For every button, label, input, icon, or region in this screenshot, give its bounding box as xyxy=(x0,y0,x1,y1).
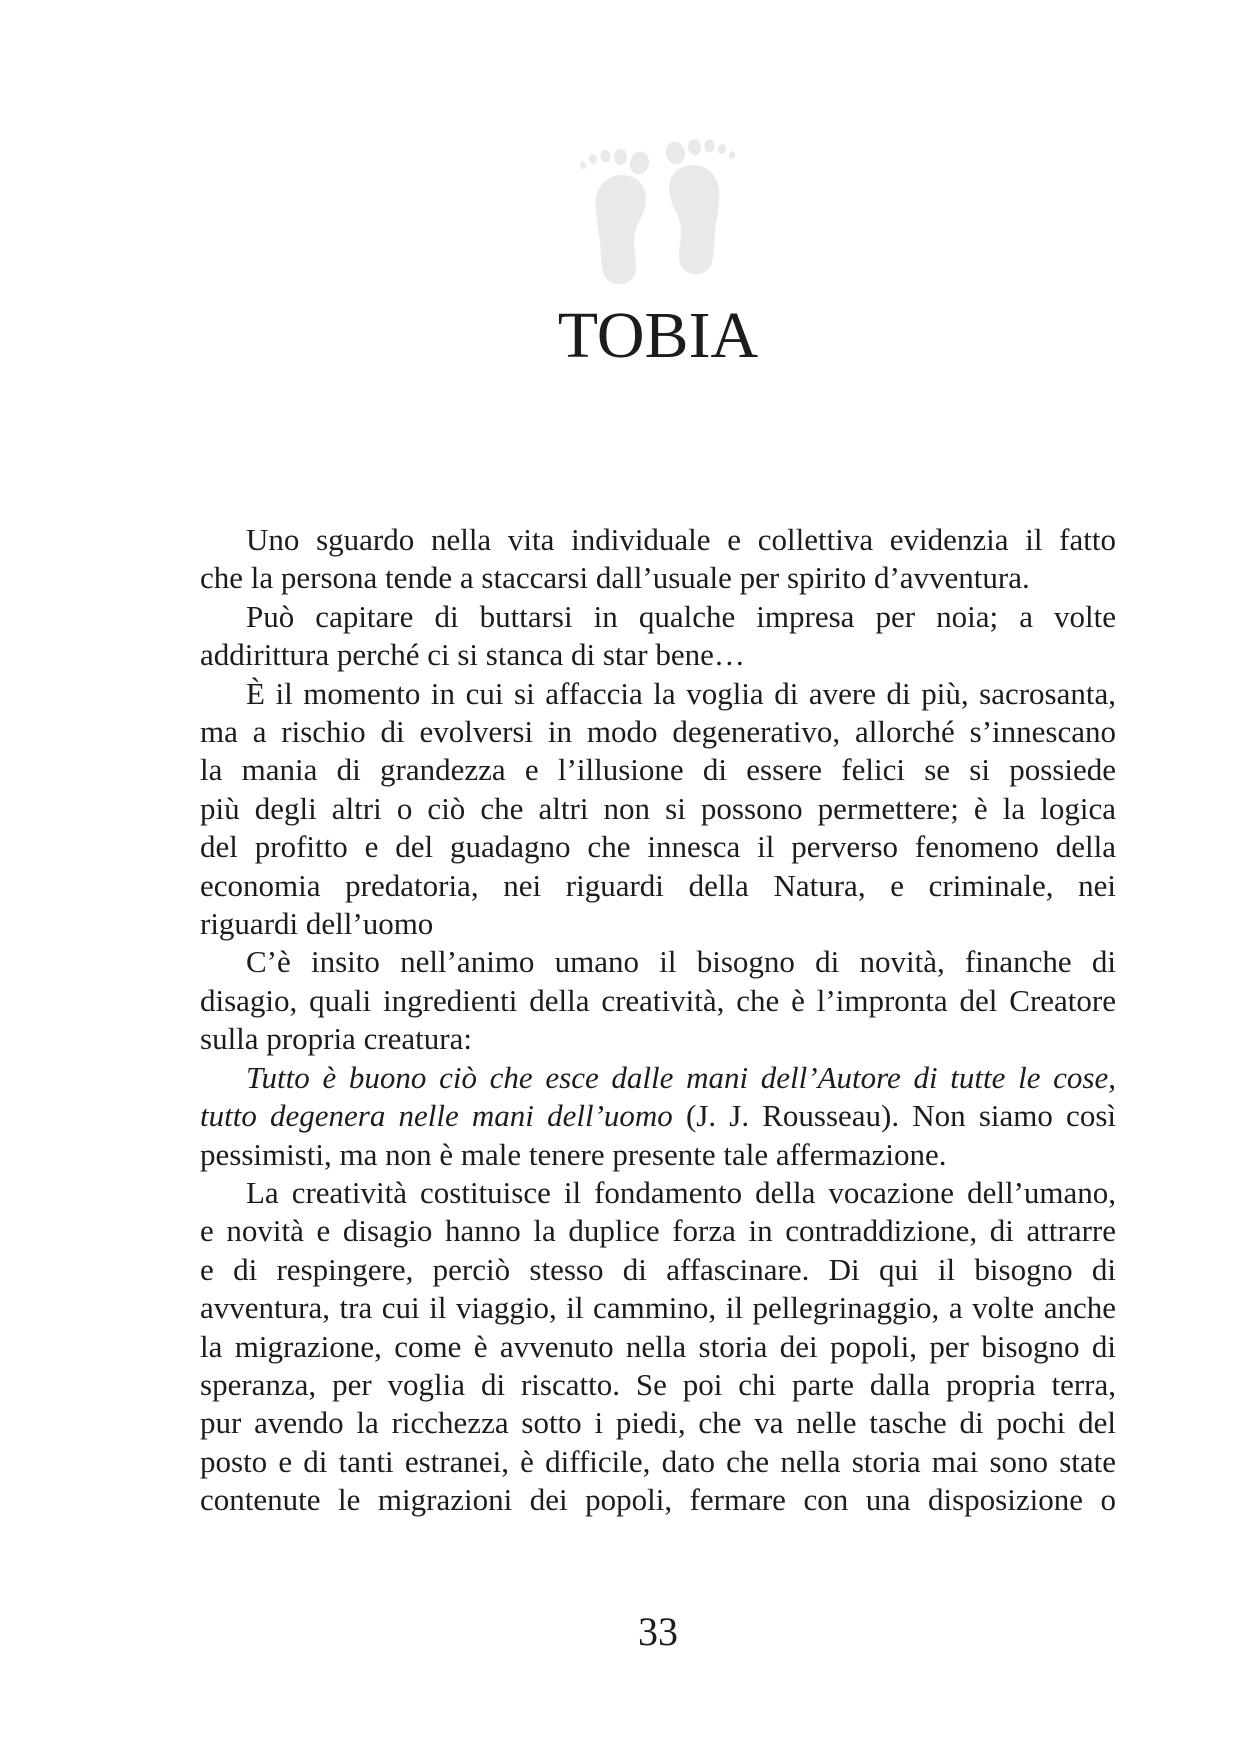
text-line xyxy=(200,867,1116,905)
text-line xyxy=(200,598,1116,636)
page-title: TOBIA xyxy=(557,299,759,372)
text-line xyxy=(200,559,1116,597)
text-line xyxy=(200,1212,1116,1250)
text-segment: economia predatoria, nei riguardi della Natura, e criminale, nei xyxy=(200,867,1116,903)
page-number: 33 xyxy=(638,1609,678,1654)
text-segment: disagio, quali ingredienti della creatività, che è l’impronta del Creatore xyxy=(200,982,1116,1018)
text-line xyxy=(200,521,1116,559)
text-segment: la migrazione, come è avvenuto nella storia dei popoli, per bisogno di xyxy=(200,1328,1116,1364)
text-segment: È il momento in cui si affaccia la voglia di avere di più, sacrosanta, xyxy=(246,675,1116,711)
italic-text-segment: tutto degenera nelle mani dell’uomo xyxy=(200,1098,686,1134)
paragraph xyxy=(200,598,1116,675)
text-segment: pessimisti, ma non è male tenere presente tale affermazione. xyxy=(200,1136,947,1172)
paragraph xyxy=(200,943,1116,1058)
text-line xyxy=(200,943,1116,981)
text-segment: pur avendo la ricchezza sotto i piedi, che va nelle tasche di pochi del xyxy=(200,1405,1116,1441)
footprints-icon xyxy=(575,136,745,296)
text-segment: e novità e disagio hanno la duplice forza in contraddizione, di attrarre xyxy=(200,1213,1116,1249)
text-line xyxy=(200,1097,1116,1135)
text-segment: la mania di grandezza e l’illusione di essere felici se si possiede xyxy=(200,752,1116,788)
text-line xyxy=(200,751,1116,789)
text-line xyxy=(200,1328,1116,1366)
text-segment: e di respingere, perciò stesso di affascinare. Di qui il bisogno di xyxy=(200,1251,1116,1287)
text-line xyxy=(200,905,1116,943)
text-segment: Può capitare di buttarsi in qualche impresa per noia; a volte xyxy=(246,598,1116,634)
text-segment: C’è insito nell’animo umano il bisogno di novità, finanche di xyxy=(246,944,1116,980)
text-segment: (J. J. Rousseau). Non siamo così xyxy=(685,1098,1116,1134)
text-segment: più degli altri o ciò che altri non si possono permettere; è la logica xyxy=(200,790,1116,826)
paragraph xyxy=(200,521,1116,598)
paragraph xyxy=(200,1059,1116,1174)
text-line xyxy=(200,1136,1116,1174)
text-segment: avventura, tra cui il viaggio, il cammino, il pellegrinaggio, a volte anche xyxy=(200,1290,1116,1326)
text-line xyxy=(200,1481,1116,1519)
text-line xyxy=(200,636,1116,674)
text-line xyxy=(200,1251,1116,1289)
text-segment: sulla propria creatura: xyxy=(200,1021,472,1057)
text-line xyxy=(200,1404,1116,1442)
text-segment: del profitto e del guadagno che innesca il perverso fenomeno della xyxy=(200,829,1116,865)
text-segment: speranza, per voglia di riscatto. Se poi chi parte dalla propria terra, xyxy=(200,1366,1116,1402)
text-line xyxy=(200,1174,1116,1212)
text-line xyxy=(200,982,1116,1020)
paragraph xyxy=(200,1174,1116,1520)
text-line xyxy=(200,1443,1116,1481)
text-segment: posto e di tanti estranei, è difficile, dato che nella storia mai sono state xyxy=(200,1443,1116,1479)
text-line xyxy=(200,1289,1116,1327)
text-segment: La creatività costituisce il fondamento della vocazione dell’umano, xyxy=(246,1174,1116,1210)
text-segment: ma a rischio di evolversi in modo degenerativo, allorché s’innescano xyxy=(200,714,1116,750)
text-line xyxy=(200,790,1116,828)
text-segment: addirittura perché ci si stanca di star bene… xyxy=(200,637,745,673)
text-line xyxy=(200,1366,1116,1404)
text-segment: che la persona tende a staccarsi dall’usuale per spirito d’avventura. xyxy=(200,560,1030,596)
body-text xyxy=(200,521,1116,1520)
text-line xyxy=(200,713,1116,751)
text-segment: Uno sguardo nella vita individuale e collettiva evidenzia il fatto xyxy=(246,522,1116,557)
italic-text-segment: Tutto è buono ciò che esce dalle mani dell’Autore di tutte le cose, xyxy=(246,1059,1116,1095)
text-line xyxy=(200,675,1116,713)
text-segment: contenute le migrazioni dei popoli, fermare con una disposizione o xyxy=(200,1482,1116,1518)
text-segment: riguardi dell’uomo xyxy=(200,906,434,942)
text-line xyxy=(200,828,1116,866)
text-line xyxy=(200,1020,1116,1058)
paragraph xyxy=(200,675,1116,944)
text-line xyxy=(200,1059,1116,1097)
